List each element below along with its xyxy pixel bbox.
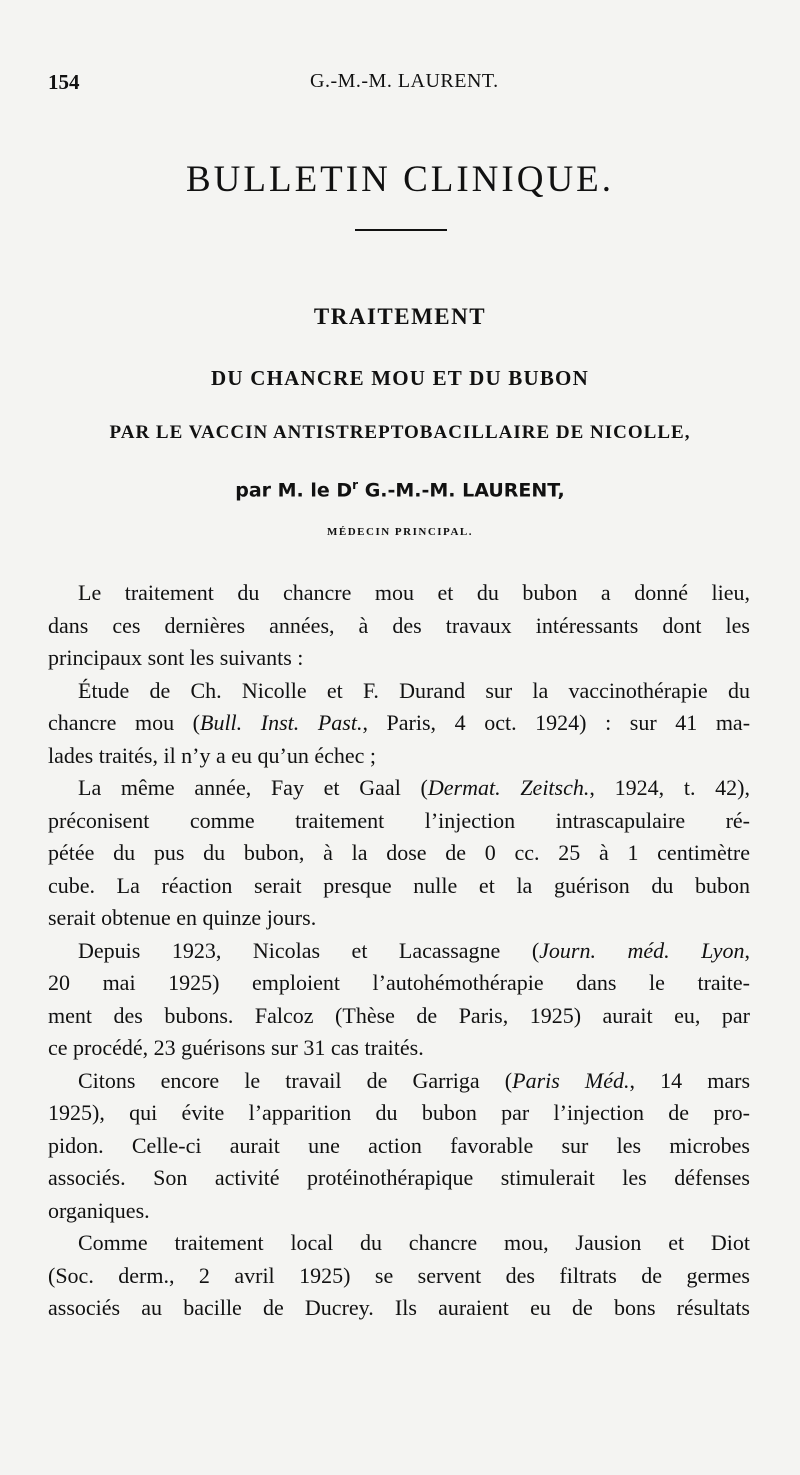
body-line [48, 1065, 750, 1098]
byline-prefix: par M. le D [235, 479, 353, 502]
body-text [48, 577, 750, 1325]
body-line: dans ces dernières années, à des travaux intéressants dont les [48, 612, 750, 638]
running-header [0, 70, 800, 100]
running-author: G.-M.-M. LAURENT. [310, 70, 499, 92]
body-line: (Soc. derm., 2 avril 1925) se servent des filtrats de germes [48, 1262, 750, 1288]
line-text: , 1924, t. 42), [589, 775, 751, 800]
citation-title: Journ. méd. Lyon [539, 937, 745, 963]
body-line [48, 935, 750, 968]
body-line: lades traités, il n’y a eu qu’un échec ; [48, 742, 377, 768]
author-role: MÉDECIN PRINCIPAL. [327, 526, 473, 538]
body-line: Le traitement du chancre mou et du bubon a donné lieu, [78, 580, 750, 605]
page-number: 154 [48, 70, 80, 94]
body-line: Comme traitement local du chancre mou, Jausion et Diot [78, 1230, 750, 1255]
line-text: Depuis 1923, Nicolas et Lacassagne ( [78, 937, 540, 963]
article-subtitle: DU CHANCRE MOU ET DU BUBON [211, 366, 589, 390]
line-text: Étude de Ch. Nicolle et F. Durand sur la vaccinothérapie du [78, 677, 750, 703]
body-line [48, 707, 750, 740]
body-line: 20 mai 1925) emploient l’autohémothérapie dans le traite- [48, 970, 750, 995]
article-subtitle-method: PAR LE VACCIN ANTISTREPTOBACILLAIRE DE NICOLLE, [109, 422, 691, 443]
body-line: principaux sont les suivants : [48, 645, 304, 670]
line-text: La même année, Fay et Gaal ( [78, 775, 428, 800]
citation-title: Bull. Inst. Past. [200, 710, 363, 735]
body-line: serait obtenue en quinze jours. [48, 905, 317, 930]
body-line: pidon. Celle-ci aurait une action favorable sur les microbes [48, 1132, 750, 1158]
body-line: associés. Son activité protéinothérapique stimulerait les défenses [48, 1165, 750, 1190]
byline [0, 478, 800, 501]
line-text: Citons encore le travail de Garriga ( [78, 1067, 513, 1093]
byline-name: G.-M.-M. LAURENT, [358, 479, 565, 502]
body-line: ce procédé, 23 guérisons sur 31 cas traités. [48, 1035, 424, 1060]
line-text: , Paris, 4 oct. 1924) : sur 41 ma- [362, 710, 751, 735]
body-line: préconisent comme traitement l’injection intrascapulaire ré- [48, 807, 750, 833]
body-line: associés au bacille de Ducrey. Ils auraient eu de bons résultats [48, 1295, 750, 1320]
body-line [48, 772, 750, 805]
title-divider [355, 229, 447, 231]
citation-title: Paris Méd. [512, 1067, 630, 1093]
line-text: , [744, 937, 750, 963]
body-line: cube. La réaction serait presque nulle et la guérison du bubon [48, 872, 750, 898]
line-text: chancre mou ( [48, 710, 200, 735]
citation-title: Dermat. Zeitsch. [427, 775, 590, 800]
article-title: TRAITEMENT [313, 304, 487, 329]
byline-sup: r [352, 478, 359, 492]
body-line [48, 675, 750, 708]
body-line: organiques. [48, 1197, 150, 1223]
body-line: 1925), qui évite l’apparition du bubon par l’injection de pro- [48, 1100, 750, 1125]
body-line: ment des bubons. Falcoz (Thèse de Paris, 1925) aurait eu, par [48, 1002, 750, 1028]
section-title: BULLETIN CLINIQUE. [185, 159, 615, 200]
body-line: pétée du pus du bubon, à la dose de 0 cc. 25 à 1 centimètre [48, 840, 750, 865]
line-text: , 14 mars [629, 1067, 751, 1093]
